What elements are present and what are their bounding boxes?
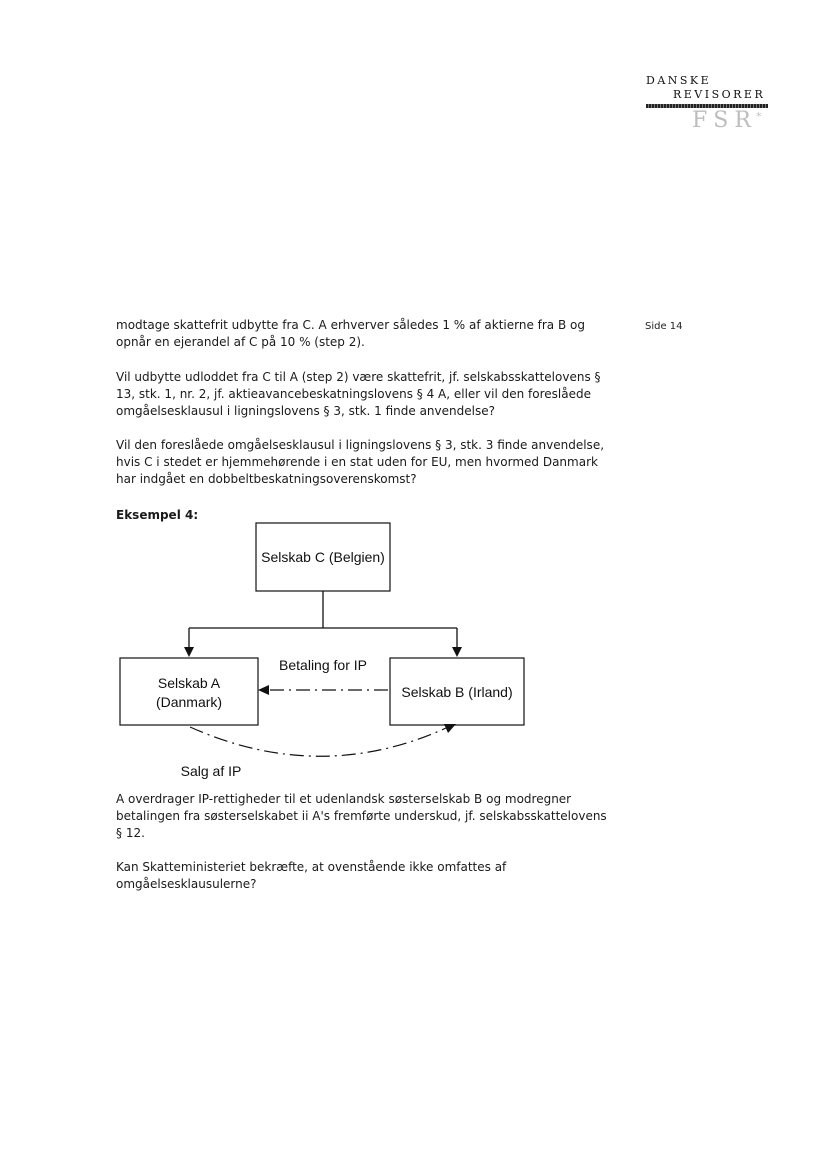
- paragraph-3: Vil den foreslåede omgåelsesklausul i ligningslovens § 3, stk. 3 finde anvendelse, hvis C i stedet er hjemmehørende i en stat uden for EU, men hvormed Danmark har indgået en dobbeltbeskatningsoverenskomst?: [116, 438, 605, 486]
- arrow-to-a: [184, 647, 194, 657]
- example-heading: Eksempel 4:: [116, 508, 199, 522]
- logo-star: *: [756, 110, 762, 123]
- box-a-label-2: (Danmark): [155, 694, 223, 710]
- box-selskab-a: [120, 658, 258, 725]
- box-b-label: Selskab B (Irland): [401, 684, 513, 700]
- logo-line-1: DANSKE: [646, 74, 712, 87]
- paragraph-4: A overdrager IP-rettigheder til et udenlandsk søsterselskab B og modregner betalingen fra søsterselskabet ii A's fremførte underskud, jf. selskabsskattelovens § 12.: [116, 792, 607, 840]
- payment-label: Betaling for IP: [279, 657, 367, 673]
- paragraph-5: Kan Skatteministeriet bekræfte, at ovenstående ikke omfattes af omgåelsesklausulerne?: [116, 860, 507, 891]
- arrow-to-b: [452, 647, 462, 657]
- paragraph-2: Vil udbytte udloddet fra C til A (step 2) være skattefrit, jf. selskabsskattelovens § 13, stk. 1, nr. 2, jf. aktieavancebeskatningslovens § 4 A, eller vil den foreslåede omgåelsesklausul i ligningslovens § 3, stk. 1 finde anvendelse?: [116, 370, 601, 418]
- box-a-label-1: Selskab A: [157, 675, 221, 691]
- box-c-label: Selskab C (Belgien): [261, 549, 385, 565]
- sale-label: Salg af IP: [180, 763, 242, 779]
- page-number: Side 14: [645, 321, 683, 332]
- logo-mark: FSR: [692, 108, 757, 133]
- paragraph-1: modtage skattefrit udbytte fra C. A erhverver således 1 % af aktierne fra B og opnår en ejerandel af C på 10 % (step 2).: [116, 318, 585, 349]
- payment-arrowhead: [258, 685, 269, 695]
- sale-curve: [190, 727, 446, 756]
- logo-line-2: REVISORER: [673, 88, 766, 101]
